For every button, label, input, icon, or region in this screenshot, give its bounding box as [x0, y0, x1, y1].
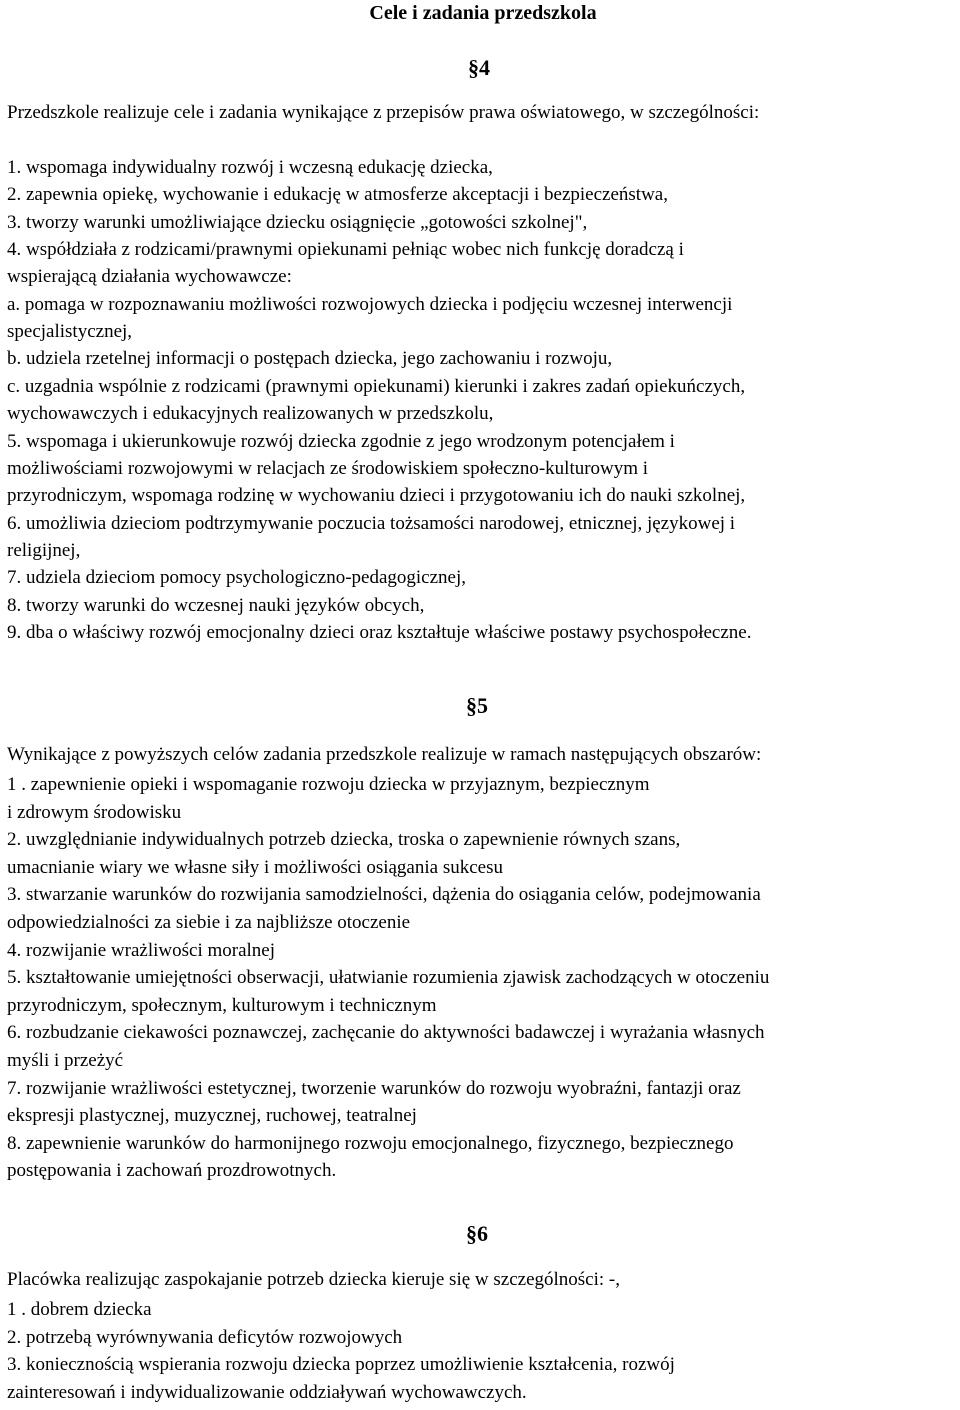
list-item: ekspresji plastycznej, muzycznej, ruchowej, teatralnej: [7, 1105, 417, 1126]
list-item: 1 . zapewnienie opieki i wspomaganie rozwoju dziecka w przyjaznym, bezpiecznym: [7, 774, 650, 795]
list-item: 6. umożliwia dzieciom podtrzymywanie poczucia tożsamości narodowej, etnicznej, językowej i: [7, 513, 736, 534]
list-item: b. udziela rzetelnej informacji o postępach dziecka, jego zachowaniu i rozwoju,: [7, 348, 613, 369]
section-intro: Placówka realizując zaspokajanie potrzeb dziecka kieruje się w szczególności: -,: [7, 1269, 620, 1290]
list-item: przyrodniczym, społecznym, kulturowym i technicznym: [7, 995, 437, 1016]
document-title: Cele i zadania przedszkola: [369, 2, 597, 24]
list-item: 9. dba o właściwy rozwój emocjonalny dzieci oraz kształtuje właściwe postawy psychospołeczne.: [7, 622, 752, 643]
list-item: specjalistycznej,: [7, 321, 133, 342]
list-item: umacnianie wiary we własne siły i możliwości osiągania sukcesu: [7, 857, 503, 878]
list-item: wychowawczych i edukacyjnych realizowanych w przedszkolu,: [7, 403, 494, 424]
list-item: zainteresowań i indywidualizowanie oddziaływań wychowawczych.: [7, 1382, 527, 1403]
list-item: c. uzgadnia wspólnie z rodzicami (prawnymi opiekunami) kierunki i zakres zadań opiekuńczych,: [7, 376, 746, 397]
section-mark: §6: [466, 1221, 488, 1246]
list-item: 8. tworzy warunki do wczesnej nauki języków obcych,: [7, 595, 425, 616]
list-item: 1 . dobrem dziecka: [7, 1299, 152, 1320]
list-item: i zdrowym środowisku: [7, 802, 182, 823]
list-item: myśli i przeżyć: [7, 1050, 124, 1071]
list-item: 4. współdziała z rodzicami/prawnymi opiekunami pełniąc wobec nich funkcję doradczą i: [7, 239, 684, 260]
list-item: 7. rozwijanie wrażliwości estetycznej, tworzenie warunków do rozwoju wyobraźni, fantazji oraz: [7, 1078, 741, 1099]
list-item: religijnej,: [7, 540, 81, 561]
list-item: 3. koniecznością wspierania rozwoju dziecka poprzez umożliwienie kształcenia, rozwój: [7, 1354, 675, 1375]
list-item: 3. tworzy warunki umożliwiające dziecku osiągnięcie „gotowości szkolnej",: [7, 212, 588, 233]
list-item: możliwościami rozwojowymi w relacjach ze środowiskiem społeczno-kulturowym i: [7, 458, 649, 479]
list-item: 5. kształtowanie umiejętności obserwacji, ułatwianie rozumienia zjawisk zachodzących w otoczeniu: [7, 967, 770, 988]
list-item: 2. zapewnia opiekę, wychowanie i edukację w atmosferze akceptacji i bezpieczeństwa,: [7, 184, 668, 205]
list-item: 5. wspomaga i ukierunkowuje rozwój dziecka zgodnie z jego wrodzonym potencjałem i: [7, 431, 675, 452]
list-item: 4. rozwijanie wrażliwości moralnej: [7, 940, 276, 961]
list-item: przyrodniczym, wspomaga rodzinę w wychowaniu dzieci i przygotowaniu ich do nauki szkolnej,: [7, 485, 746, 506]
list-item: odpowiedzialności za siebie i za najbliższe otoczenie: [7, 912, 411, 933]
section-intro: Przedszkole realizuje cele i zadania wynikające z przepisów prawa oświatowego, w szczególności:: [7, 102, 760, 123]
list-item: 2. potrzebą wyrównywania deficytów rozwojowych: [7, 1327, 403, 1348]
list-item: 2. uwzględnianie indywidualnych potrzeb dziecka, troska o zapewnienie równych szans,: [7, 829, 681, 850]
list-item: 3. stwarzanie warunków do rozwijania samodzielności, dążenia do osiągania celów, podejmowania: [7, 884, 761, 905]
section-mark: §5: [466, 693, 488, 718]
list-item: 7. udziela dzieciom pomocy psychologiczno-pedagogicznej,: [7, 567, 467, 588]
section-intro: Wynikające z powyższych celów zadania przedszkole realizuje w ramach następujących obszarów:: [7, 744, 762, 765]
list-item: a. pomaga w rozpoznawaniu możliwości rozwojowych dziecka i podjęciu wczesnej interwencji: [7, 294, 733, 315]
list-item: wspierającą działania wychowawcze:: [7, 266, 292, 287]
list-item: 6. rozbudzanie ciekawości poznawczej, zachęcanie do aktywności badawczej i wyrażania własnych: [7, 1022, 765, 1043]
list-item: 8. zapewnienie warunków do harmonijnego rozwoju emocjonalnego, fizycznego, bezpiecznego: [7, 1133, 734, 1154]
list-item: 1. wspomaga indywidualny rozwój i wczesną edukację dziecka,: [7, 157, 493, 178]
section-mark: §4: [468, 55, 490, 80]
list-item: postępowania i zachowań prozdrowotnych.: [7, 1160, 337, 1181]
